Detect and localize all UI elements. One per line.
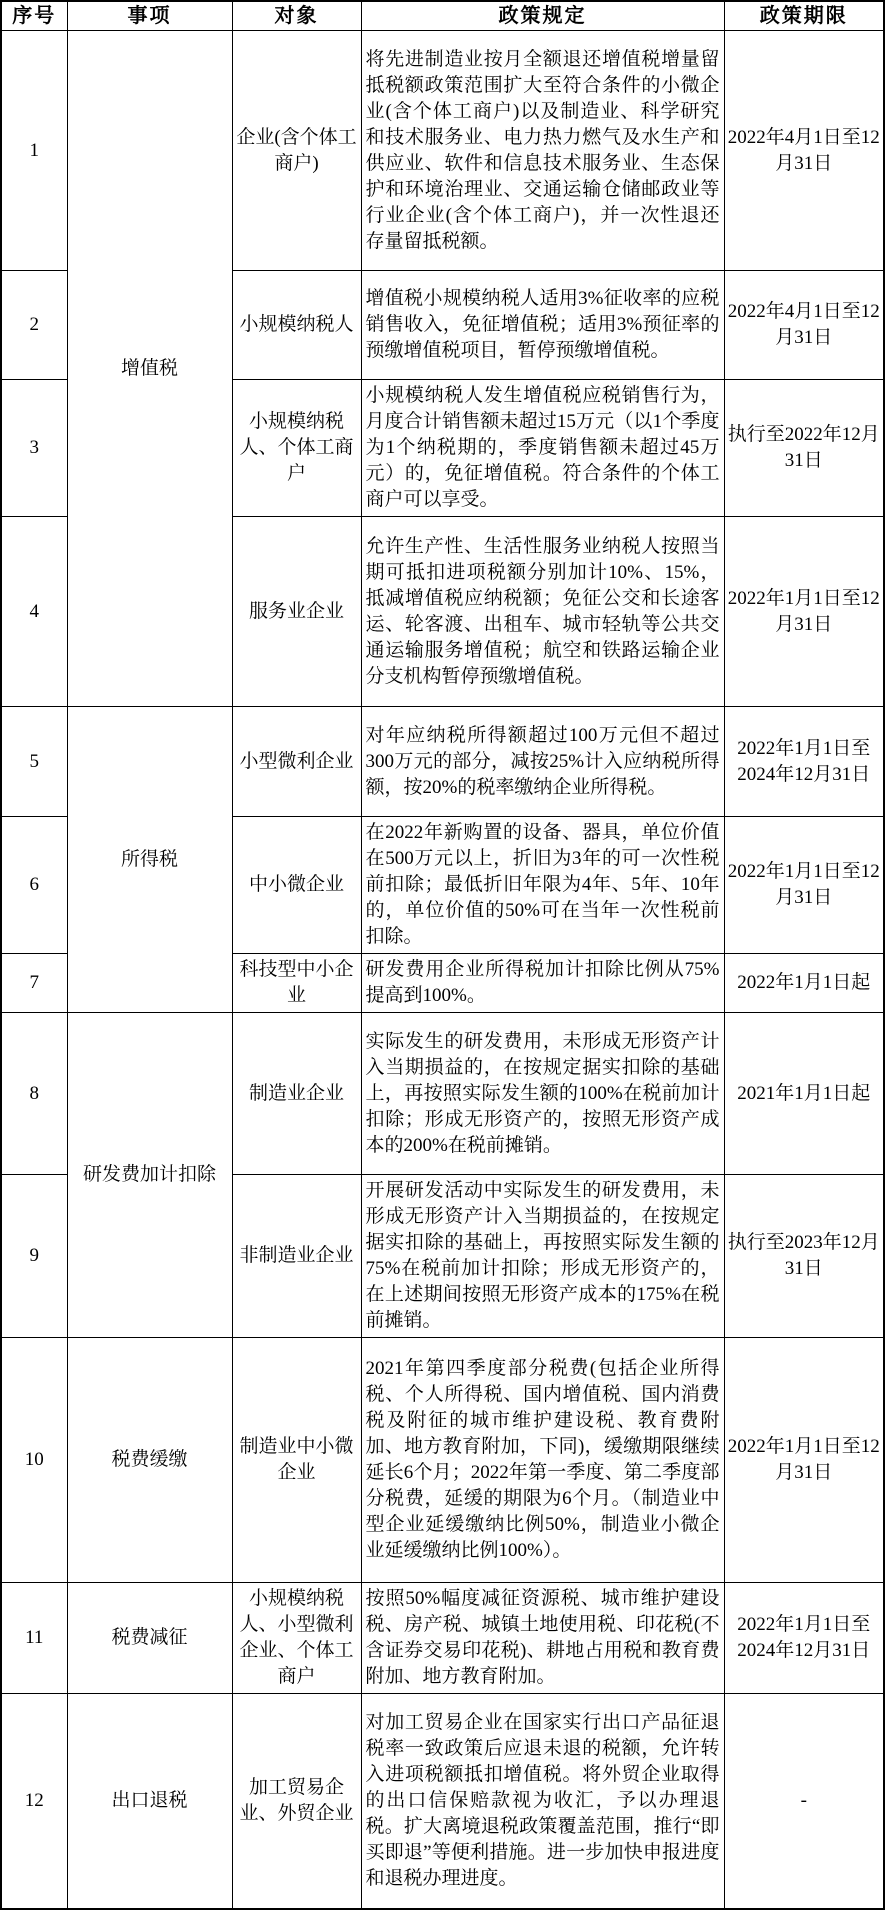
target-cell: 制造业企业 [232, 1013, 361, 1175]
policy-cell: 2021年第四季度部分税费(包括企业所得税、个人所得税、国内增值税、国内消费税及附征的城市维护建设税、教育费附加、地方教育附加，下同)，缓缴期限继续延长6个月；2022年第一季度、第二季度部分税费，延缓的期限为6个月。（制造业中型企业延缓缴纳比例50%，制造业小微企业延缓缴纳比例100%）。 [361, 1338, 724, 1583]
target-cell: 小型微利企业 [232, 707, 361, 817]
row-number: 10 [1, 1338, 67, 1583]
row-number: 7 [1, 954, 67, 1013]
policy-cell: 允许生产性、生活性服务业纳税人按照当期可抵扣进项税额分别加计10%、15%，抵减增值税应纳税额；免征公交和长途客运、轮客渡、出租车、城市轻轨等公共交通运输服务增值税；航空和铁路运输企业分支机构暂停预缴增值税。 [361, 517, 724, 707]
period-cell: 2022年1月1日至2024年12月31日 [724, 707, 884, 817]
row-number: 12 [1, 1694, 67, 1909]
target-cell: 小规模纳税人、小型微利企业、个体工商户 [232, 1583, 361, 1694]
period-cell: 2022年4月1日至12月31日 [724, 271, 884, 380]
item-group-export-rebate: 出口退税 [67, 1694, 232, 1909]
period-cell: 2022年1月1日至2024年12月31日 [724, 1583, 884, 1694]
header-period: 政策期限 [724, 1, 884, 31]
row-number: 6 [1, 817, 67, 954]
period-cell: 2021年1月1日起 [724, 1013, 884, 1175]
row-number: 5 [1, 707, 67, 817]
row-number: 4 [1, 517, 67, 707]
policy-cell: 增值税小规模纳税人适用3%征收率的应税销售收入，免征增值税；适用3%预征率的预缴增值税项目，暂停预缴增值税。 [361, 271, 724, 380]
period-cell: 2022年1月1日至12月31日 [724, 1338, 884, 1583]
period-cell: 2022年1月1日至12月31日 [724, 517, 884, 707]
policy-cell: 对年应纳税所得额超过100万元但不超过300万元的部分，减按25%计入应纳税所得额，按20%的税率缴纳企业所得税。 [361, 707, 724, 817]
table-row [1, 1583, 884, 1694]
period-cell: 执行至2022年12月31日 [724, 380, 884, 517]
period-cell: - [724, 1694, 884, 1909]
table-row [1, 1338, 884, 1583]
table-row [1, 707, 884, 817]
policy-cell: 在2022年新购置的设备、器具，单位价值在500万元以上，折旧为3年的可一次性税前扣除；最低折旧年限为4年、5年、10年的，单位价值的50%可在当年一次性税前扣除。 [361, 817, 724, 954]
target-cell: 科技型中小企业 [232, 954, 361, 1013]
target-cell: 中小微企业 [232, 817, 361, 954]
header-policy: 政策规定 [361, 1, 724, 31]
period-cell: 2022年1月1日至12月31日 [724, 817, 884, 954]
row-number: 3 [1, 380, 67, 517]
item-group-income-tax: 所得税 [67, 707, 232, 1013]
target-cell: 服务业企业 [232, 517, 361, 707]
target-cell: 制造业中小微企业 [232, 1338, 361, 1583]
policy-cell: 按照50%幅度减征资源税、城市维护建设税、房产税、城镇土地使用税、印花税(不含证券交易印花税)、耕地占用税和教育费附加、地方教育附加。 [361, 1583, 724, 1694]
period-cell: 2022年4月1日至12月31日 [724, 31, 884, 271]
policy-cell: 将先进制造业按月全额退还增值税增量留抵税额政策范围扩大至符合条件的小微企业(含个体工商户)以及制造业、科学研究和技术服务业、电力热力燃气及水生产和供应业、软件和信息技术服务业、生态保护和环境治理业、交通运输仓储邮政业等行业企业(含个体工商户)，并一次性退还存量留抵税额。 [361, 31, 724, 271]
policy-cell: 开展研发活动中实际发生的研发费用，未形成无形资产计入当期损益的，在按规定据实扣除的基础上，再按照实际发生额的75%在税前加计扣除；形成无形资产的，在上述期间按照无形资产成本的175%在税前摊销。 [361, 1175, 724, 1338]
row-number: 11 [1, 1583, 67, 1694]
policy-cell: 小规模纳税人发生增值税应税销售行为，月度合计销售额未超过15万元（以1个季度为1个纳税期的，季度销售额未超过45万元）的，免征增值税。符合条件的个体工商户可以享受。 [361, 380, 724, 517]
header-row [1, 1, 884, 31]
policy-cell: 实际发生的研发费用，未形成无形资产计入当期损益的，在按规定据实扣除的基础上，再按照实际发生额的100%在税前加计扣除；形成无形资产的，按照无形资产成本的200%在税前摊销。 [361, 1013, 724, 1175]
item-group-tax-deferral: 税费缓缴 [67, 1338, 232, 1583]
item-group-rd-deduction: 研发费加计扣除 [67, 1013, 232, 1338]
row-number: 8 [1, 1013, 67, 1175]
target-cell: 企业(含个体工商户) [232, 31, 361, 271]
target-cell: 小规模纳税人 [232, 271, 361, 380]
target-cell: 小规模纳税人、个体工商户 [232, 380, 361, 517]
period-cell: 2022年1月1日起 [724, 954, 884, 1013]
item-group-vat: 增值税 [67, 31, 232, 707]
header-item: 事项 [67, 1, 232, 31]
item-group-tax-reduction: 税费减征 [67, 1583, 232, 1694]
table-row [1, 31, 884, 271]
target-cell: 加工贸易企业、外贸企业 [232, 1694, 361, 1909]
header-target: 对象 [232, 1, 361, 31]
table-row [1, 1694, 884, 1909]
header-no: 序号 [1, 1, 67, 31]
period-cell: 执行至2023年12月31日 [724, 1175, 884, 1338]
table-row [1, 1013, 884, 1175]
policy-cell: 研发费用企业所得税加计扣除比例从75%提高到100%。 [361, 954, 724, 1013]
row-number: 9 [1, 1175, 67, 1338]
policy-cell: 对加工贸易企业在国家实行出口产品征退税率一致政策后应退未退的税额，允许转入进项税额抵扣增值税。将外贸企业取得的出口信保赔款视为收汇，予以办理退税。扩大离境退税政策覆盖范围，推行“即买即退”等便利措施。进一步加快申报进度和退税办理进度。 [361, 1694, 724, 1909]
row-number: 1 [1, 31, 67, 271]
row-number: 2 [1, 271, 67, 380]
target-cell: 非制造业企业 [232, 1175, 361, 1338]
